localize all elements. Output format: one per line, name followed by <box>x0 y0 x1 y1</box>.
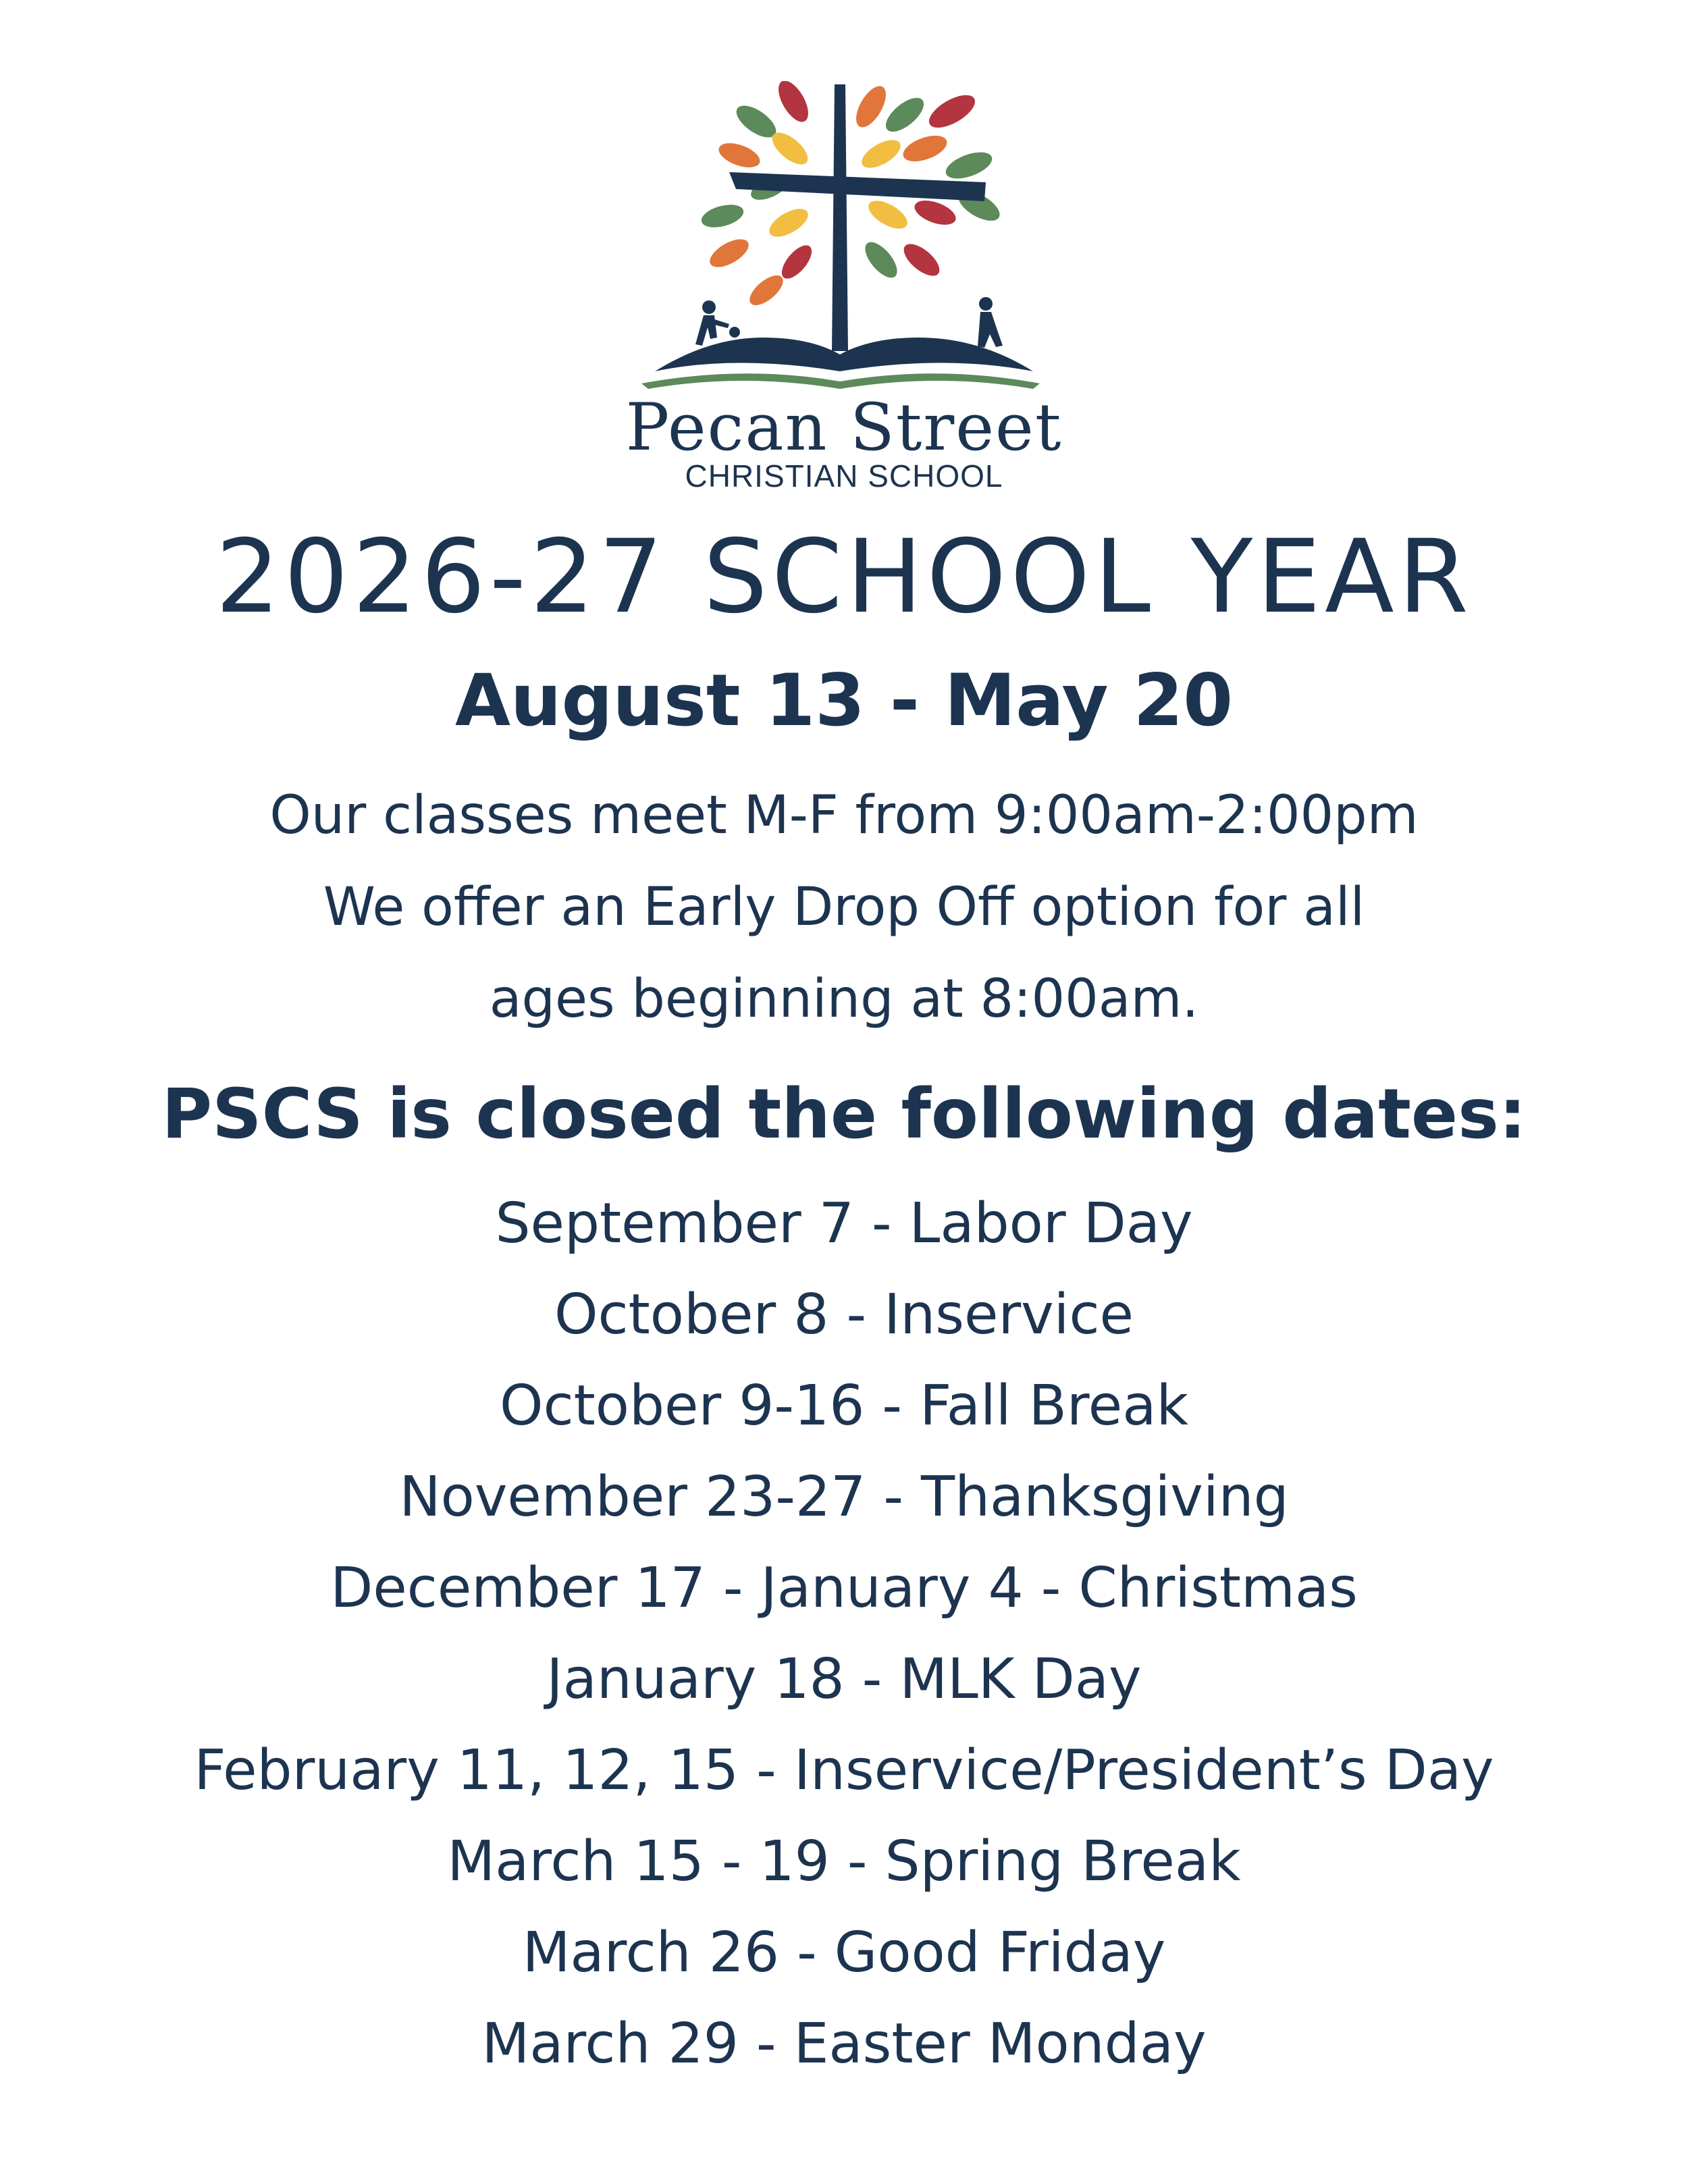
info-line: ages beginning at 8:00am. <box>489 969 1199 1030</box>
page-title: 2026-27 SCHOOL YEAR <box>215 518 1473 636</box>
closure-item: February 11, 12, 15 - Inservice/President’s Day <box>194 1738 1494 1803</box>
school-name: Pecan Street <box>625 390 1063 465</box>
closure-item: October 9-16 - Fall Break <box>500 1374 1188 1438</box>
closure-item: January 18 - MLK Day <box>546 1647 1142 1711</box>
info-line: We offer an Early Drop Off option for all <box>323 877 1365 938</box>
school-year-date-range: August 13 - May 20 <box>454 659 1234 742</box>
closure-item: March 15 - 19 - Spring Break <box>447 1830 1241 1894</box>
school-subtitle: CHRISTIAN SCHOOL <box>685 458 1003 494</box>
closure-item: December 17 - January 4 - Christmas <box>330 1556 1358 1620</box>
closure-item: March 29 - Easter Monday <box>481 2012 1207 2076</box>
closure-item: March 26 - Good Friday <box>522 1921 1166 1985</box>
closure-item: November 23-27 - Thanksgiving <box>399 1465 1289 1529</box>
schedule-info <box>0 770 1688 1045</box>
closure-item: October 8 - Inservice <box>554 1283 1134 1347</box>
closure-item: September 7 - Labor Day <box>495 1192 1193 1256</box>
info-line: Our classes meet M-F from 9:00am-2:00pm <box>269 785 1419 846</box>
cross-tree-book-icon <box>628 81 1060 398</box>
closure-list <box>0 1178 1688 2089</box>
closures-heading: PSCS is closed the following dates: <box>161 1074 1527 1154</box>
